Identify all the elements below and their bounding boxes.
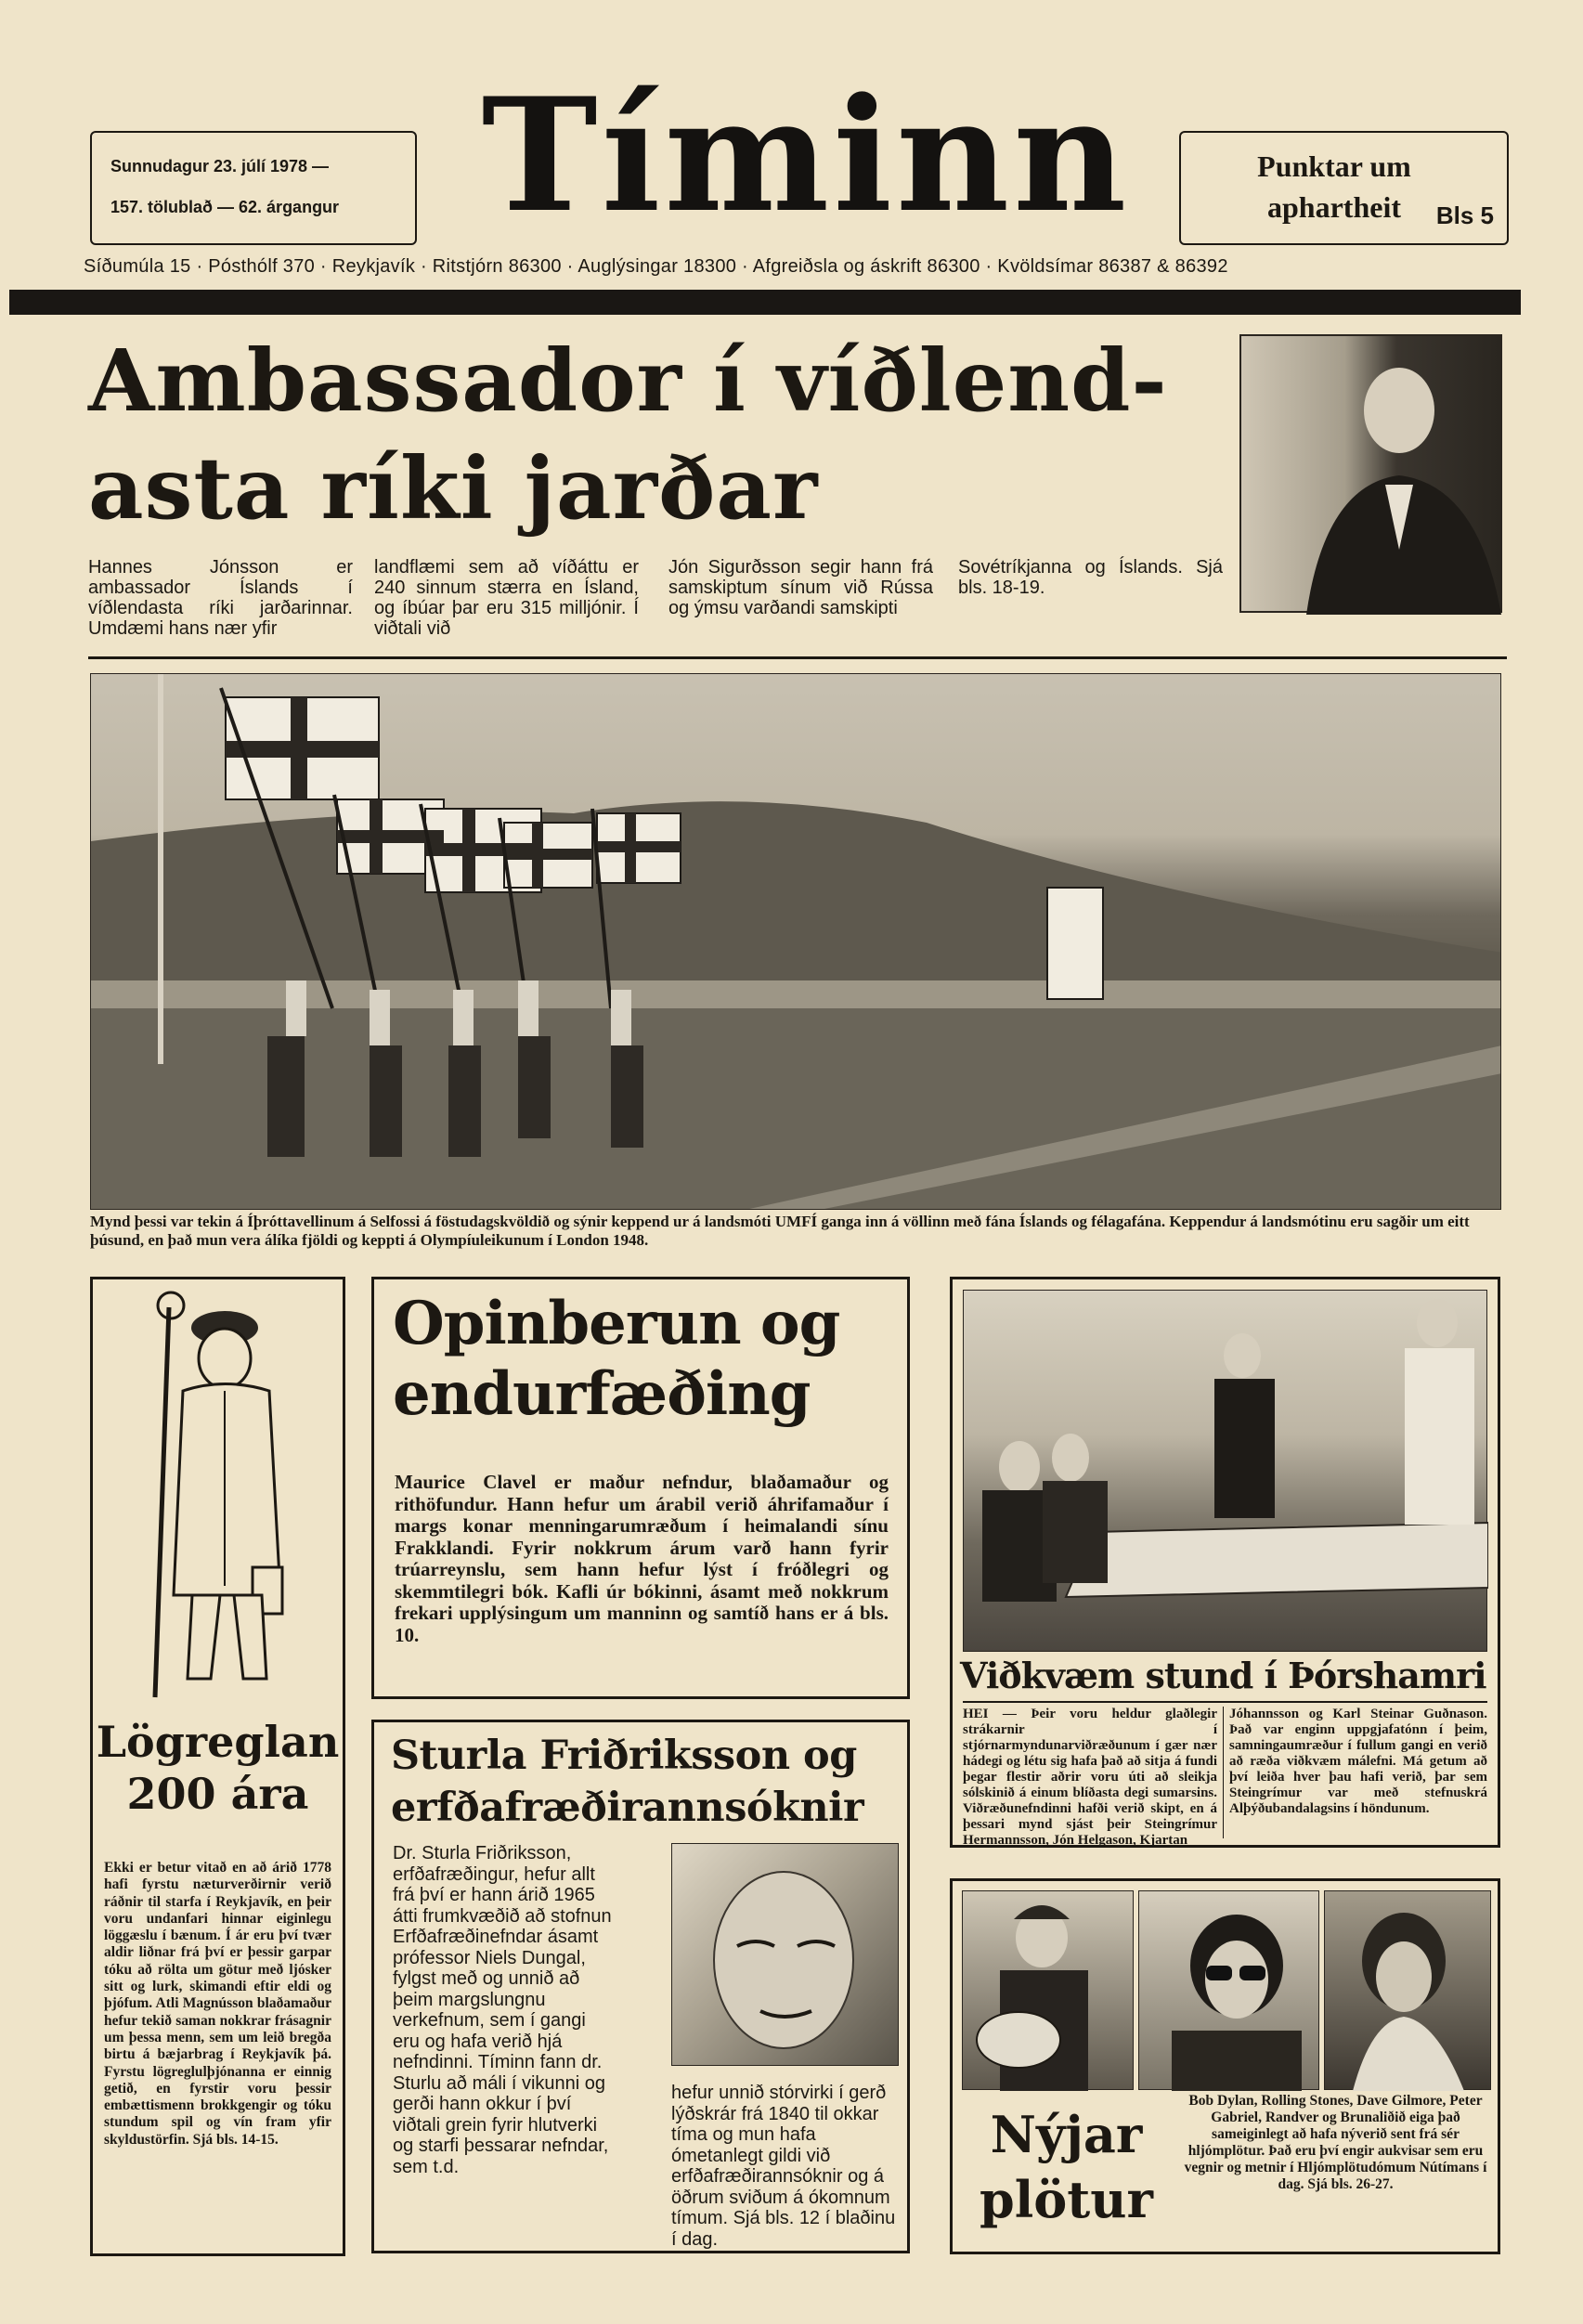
meeting-scene-icon [964, 1291, 1488, 1653]
lead-col3: Jón Sigurðsson segir hann frá samskiptum sínum við Rússa og ýmsu varðandi samskipti [668, 557, 933, 618]
vidkvaem-col2: Jóhannsson og Karl Steinar Guðnason. Það var enginn uppgjafatónn í þeim, samningaumræður í fullum gangi en verið að ræða viðkvæm málefni. Má getum að því leiða hver þau hafi verið, þar sem Steingrímur var með stefnuskrá Alþýðubandalagsins í höndunum. [1229, 1707, 1487, 1816]
opinberun-body: Maurice Clavel er maður nefndur, blaðamaður og rithöfundur. Hann hefur um árabil verið áhrifamaður í margs konar menningarumræðum í heimalandi sínu Frakklandi. Fyrir nokkrum árum varð hann fyrir trúarreynslu, sem hann hefur lýst í fróðlegri og skemmtilegri bók. Kafli úr bókinni, ásamt með nokkrum frekari upplýsingum um manninn og samtíð hans er á bls. 10. [395, 1471, 889, 1646]
singer-icon [1139, 1891, 1320, 2091]
address-line: Síðumúla 15 · Pósthólf 370 · Reykjavík · Ritstjórn 86300 · Auglýsingar 18300 · Afgreiðsla og áskrift 86300 · Kvöldsímar 86387 & 86392 [84, 256, 1228, 277]
sturla-col1: Dr. Sturla Friðriksson, erfðafræðingur, hefur allt frá því er hann árið 1965 átti frumkvæðið að stofnun Erfðafræðinefndar ásamt prófessor Niels Dungal, fylgst með og unnið að þeim margslungnu verkefnum, sem í gangi eru og hafa verið hjá nefndinni. Tíminn fann dr. Sturlu að máli í vikunni og gerði hann okkur í því viðtali grein fyrir hlutverki og starfi þessarar nefndar, sem t.d. [393, 1843, 612, 2177]
lead-col2: landflæmi sem að víðáttu er 240 sinnum stærra en Ísland, og íbúar þar eru 315 milljónir. Í viðtali við [374, 557, 639, 639]
date-box [90, 131, 417, 245]
lead-headline-line2: asta ríki jarðar [88, 438, 819, 539]
teaser-box[interactable] [1179, 131, 1509, 245]
records-story-box[interactable] [950, 1878, 1500, 2254]
newspaper-logo: Tíminn [481, 63, 1131, 247]
opinberun-title [393, 1289, 894, 1430]
masthead-rule [9, 290, 1521, 315]
lead-col4: Sovétríkjanna og Íslands. Sjá bls. 18-19. [958, 557, 1223, 598]
police-title [93, 1716, 343, 1820]
sturla-title-line1: Sturla Friðriksson og [391, 1733, 857, 1779]
vidkvaem-col1: HEI — Þeir voru heldur glaðlegir strákarnir í stjórnarmyndunarviðræðunum í gær nær hádegi og létu sig hafa það að sitja á fundi þegar flestir aðrir voru úti að sleikja sólskinið á einum blíðasta degi sumarsins. Viðræðunefndinni hafði verið skipt, en á þessari mynd sjást þeir Steingrímur Hermannsson, Jón Helgason, Kjartan [963, 1707, 1217, 1848]
parade-scene-icon [91, 674, 1501, 1210]
harmonica-player-icon [1325, 1891, 1492, 2091]
sunglasses-singer-photo [1138, 1890, 1319, 2090]
issue-line: 157. tölublað — 62. árgangur [110, 198, 340, 216]
bob-dylan-photo [962, 1890, 1134, 2090]
sturla-portrait-photo [671, 1843, 899, 2066]
night-watchman-icon [104, 1289, 331, 1711]
sturla-face-icon [672, 1844, 900, 2067]
meeting-photo [963, 1290, 1487, 1652]
opinberun-title-line2: endurfæðing [393, 1359, 811, 1429]
vidkvaem-story-box[interactable] [950, 1277, 1500, 1848]
harmonica-player-photo [1324, 1890, 1491, 2090]
vidkvaem-rule [963, 1701, 1487, 1703]
lead-headline-line1: Ambassador í víðlend- [88, 331, 1168, 431]
police-title-line2: 200 ára [126, 1769, 309, 1819]
guitarist-icon [963, 1891, 1135, 2091]
parade-photo-caption: Mynd þessi var tekin á Íþróttavellinum á Selfossi á föstudagskvöldið og sýnir keppend ur á landsmóti UMFÍ ganga inn á völlinn með fána Íslands og félagafána. Keppendur á landsmótinu eru sagðir um eitt þúsund, en það mun vera álíka fjöldi og keppti á Olympíuleikunum í London 1948. [90, 1213, 1470, 1249]
opinberun-story-box[interactable] [371, 1277, 910, 1699]
teaser-page: Bls 5 [1435, 201, 1494, 229]
sturla-title-line2: erfðafræðirannsóknir [391, 1785, 864, 1831]
records-title-line1: Nýjar [990, 2105, 1143, 2164]
ambassador-portrait-photo [1239, 334, 1502, 613]
records-body: Bob Dylan, Rolling Stones, Dave Gilmore, Peter Gabriel, Randver og Brunaliðið eiga það sameiginlegt að hafa nýverið sent frá sér hljómplötur. Það eru því engir aukvisar sem eru vegnir og metnir í Hljómplötudómum Nútímans í dag. Sjá bls. 26-27. [1184, 2093, 1487, 2192]
records-title-line2: plötur [980, 2170, 1153, 2229]
date-line: Sunnudagur 23. júlí 1978 — [110, 157, 330, 175]
police-body: Ekki er betur vitað en að árið 1778 hafi fyrstu næturverðirnir verið ráðnir til starfa í Reykjavík, en þeir voru undanfari hinnar eiginlegu löggæslu í bænum. Í ár eru því tvær aldir liðnar frá því er þessir garpar tóku að rölta um götur með ljósker sitt og lurk, skimandi eftir eldi og þjófum. Atli Magnússon blaðamaður hefur tekið saman nokkrar frásagnir um þessa menn, sem um leið bregða birtu á bæjarbrag í Reykjavík þá. Fyrstu lögreglulþjónanna er einnig getið, en fyrstir voru þessir embættismenn brokkgengir og tóku stundum spil og vín fram yfir skyldustörfin. Sjá bls. 14-15. [104, 1860, 331, 2148]
records-title [962, 2102, 1171, 2232]
sturla-story-box[interactable] [371, 1720, 910, 2253]
police-title-line1: Lögreglan [96, 1717, 340, 1767]
parade-photo [90, 673, 1501, 1210]
vidkvaem-column-rule [1223, 1707, 1224, 1838]
teaser-title: Punktar um aphartheit [1257, 149, 1411, 224]
police-story-box[interactable] [90, 1277, 345, 2256]
opinberun-title-line1: Opinberun og [393, 1289, 840, 1358]
sturla-title [391, 1730, 897, 1834]
lead-headline[interactable] [88, 327, 1221, 542]
night-watchman-illustration [104, 1289, 331, 1711]
vidkvaem-title: Viðkvæm stund í Þórshamri [960, 1655, 1486, 1696]
sturla-col2: hefur unnið stórvirki í gerð lýðskrár frá 1840 til okkar tíma og mun hafa ómetanlegt gildi við erfðafræðirannsóknir og á öðrum sviðum á ókomnum tímum. Sjá bls. 12 í blaðinu í dag. [671, 2083, 896, 2250]
lead-col1: Hannes Jónsson er ambassador Íslands í víðlendasta ríki jarðarinnar. Umdæmi hans nær yfir [88, 557, 353, 639]
portrait-figure-icon [1241, 336, 1504, 615]
section-divider [88, 656, 1507, 659]
